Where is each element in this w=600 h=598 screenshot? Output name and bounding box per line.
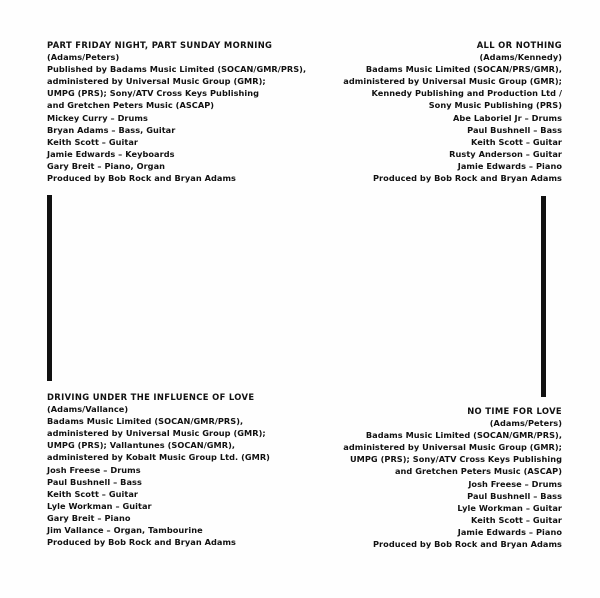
credit-line: and Gretchen Peters Music (ASCAP) [394,466,562,477]
credit-line: (Adams/Peters) [489,418,562,429]
credit-line: Josh Freese – Drums [468,478,562,489]
credit-line: Bryan Adams – Bass, Guitar [47,124,176,135]
credit-line: Published by Badams Music Limited (SOCAN/GMR/PRS), [47,64,307,75]
credit-line: Badams Music Limited (SOCAN/GMR/PRS), [47,416,244,427]
song-credits-part-friday-night [47,39,306,184]
credit-line: (Adams/Vallance) [47,404,129,415]
credit-line: Abe Laboriel Jr – Drums [453,112,562,123]
song-title: NO TIME FOR LOVE [467,406,562,416]
credit-line: Produced by Bob Rock and Bryan Adams [47,537,236,548]
credit-line: Sony Music Publishing (PRS) [428,100,562,111]
credit-line: Kennedy Publishing and Production Ltd / [371,88,562,99]
credit-line: (Adams/Kennedy) [479,52,562,63]
left-vertical-bar [47,195,52,381]
song-credits-all-or-nothing [343,39,562,184]
credit-line: Produced by Bob Rock and Bryan Adams [373,173,562,184]
credit-line: and Gretchen Peters Music (ASCAP) [47,100,215,111]
credit-line: Keith Scott – Guitar [47,136,138,147]
credit-line: Gary Breit – Piano [47,512,131,523]
credit-line: Gary Breit – Piano, Organ [47,160,166,171]
credit-line: Keith Scott – Guitar [471,514,562,525]
credit-line: UMPG (PRS); Sony/ATV Cross Keys Publishing [47,88,260,99]
credit-line: Produced by Bob Rock and Bryan Adams [373,539,562,550]
credit-line: administered by Universal Music Group (GMR); [343,76,562,87]
credit-line: Badams Music Limited (SOCAN/PRS/GMR), [365,64,562,75]
credit-line: Keith Scott – Guitar [471,136,562,147]
credit-line: Jim Vallance – Organ, Tambourine [47,525,203,536]
song-credits-driving-under-the-influence [47,391,270,548]
credit-line: Jamie Edwards – Keyboards [47,148,175,159]
credit-line: administered by Universal Music Group (GMR); [47,428,266,439]
credit-line: administered by Universal Music Group (GMR); [47,76,266,87]
credit-line: Lyle Workman – Guitar [47,500,152,511]
credit-line: UMPG (PRS); Sony/ATV Cross Keys Publishing [349,454,562,465]
credit-line: Produced by Bob Rock and Bryan Adams [47,173,236,184]
credit-line: Mickey Curry – Drums [47,112,148,123]
credit-line: Paul Bushnell – Bass [467,124,562,135]
credit-line: UMPG (PRS); Vallantunes (SOCAN/GMR), [47,440,236,451]
credit-line: Badams Music Limited (SOCAN/GMR/PRS), [365,430,562,441]
song-title: DRIVING UNDER THE INFLUENCE OF LOVE [47,392,255,402]
credit-line: Lyle Workman – Guitar [457,502,562,513]
song-title: ALL OR NOTHING [476,40,562,50]
credit-line: Jamie Edwards – Piano [457,160,562,171]
credit-line: (Adams/Peters) [47,52,120,63]
credit-line: Josh Freese – Drums [47,464,141,475]
credit-line: Rusty Anderson – Guitar [449,148,562,159]
credit-line: Keith Scott – Guitar [47,488,138,499]
credit-line: administered by Universal Music Group (GMR); [343,442,562,453]
credit-line: Paul Bushnell – Bass [467,490,562,501]
song-credits-no-time-for-love [343,405,562,550]
song-title: PART FRIDAY NIGHT, PART SUNDAY MORNING [47,40,273,50]
credit-line: Jamie Edwards – Piano [457,526,562,537]
right-vertical-bar [541,196,546,397]
credit-line: administered by Kobalt Music Group Ltd. (GMR) [47,452,270,463]
credit-line: Paul Bushnell – Bass [47,476,142,487]
